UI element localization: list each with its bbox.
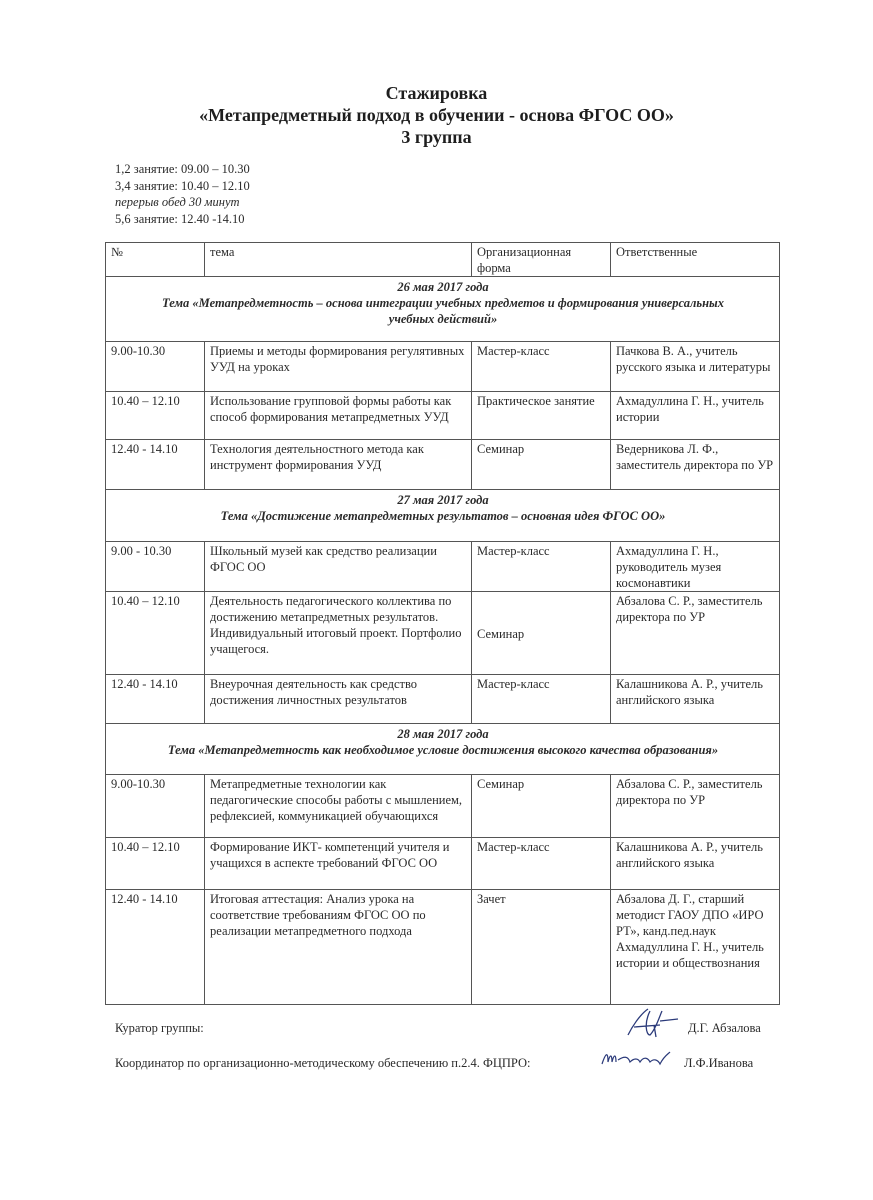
cell-topic: Школьный музей как средство реализации ФГОС ОО	[205, 542, 472, 592]
day-date: 27 мая 2017 года	[397, 493, 489, 507]
curator-signature	[620, 1005, 680, 1041]
schedule-break: перерыв обед 30 минут	[115, 195, 240, 209]
table-row	[106, 890, 780, 1005]
document-title	[0, 82, 873, 148]
schedule-line: 3,4 занятие: 10.40 – 12.10	[115, 178, 250, 193]
cell-resp: Ведерникова Л. Ф., заместитель директора по УР	[611, 440, 780, 490]
table-row	[106, 392, 780, 440]
curator-label: Куратор группы:	[115, 1021, 204, 1035]
cell-topic: Приемы и методы формирования регулятивных УУД на уроках	[205, 342, 472, 392]
cell-topic: Использование групповой формы работы как способ формирования метапредметных УУД	[205, 392, 472, 440]
cell-time: 12.40 - 14.10	[106, 675, 205, 724]
cell-resp: Абзалова С. Р., заместитель директора по УР	[611, 592, 780, 675]
cell-time: 9.00 - 10.30	[106, 542, 205, 592]
day-theme: Тема «Достижение метапредметных результатов – основная идея ФГОС ОО»	[220, 509, 666, 523]
day-header-row	[106, 724, 780, 775]
column-header: тема	[205, 243, 472, 277]
table-row	[106, 775, 780, 838]
day-header	[106, 490, 780, 542]
cell-topic: Внеурочная деятельность как средство достижения личностных результатов	[205, 675, 472, 724]
cell-resp: Абзалова С. Р., заместитель директора по УР	[611, 775, 780, 838]
schedule-line: 1,2 занятие: 09.00 – 10.30	[115, 162, 250, 176]
program-table	[105, 242, 780, 1005]
cell-resp: Ахмадуллина Г. Н., руководитель музея космонавтики	[611, 542, 780, 592]
cell-resp: Пачкова В. А., учитель русского языка и литературы	[611, 342, 780, 392]
cell-form: Мастер-класс	[472, 542, 611, 592]
table-row	[106, 675, 780, 724]
day-theme: Тема «Метапредметность – основа интеграции учебных предметов и формирования универсальных учебных действий»	[162, 296, 724, 326]
day-header-row	[106, 277, 780, 342]
title-line-2: «Метапредметный подход в обучении - основа ФГОС ОО»	[199, 105, 674, 125]
cell-time: 10.40 – 12.10	[106, 392, 205, 440]
cell-form: Семинар	[472, 592, 611, 675]
cell-time: 10.40 – 12.10	[106, 838, 205, 890]
day-date: 28 мая 2017 года	[397, 727, 489, 741]
table-row	[106, 838, 780, 890]
coordinator-name: Л.Ф.Иванова	[684, 1056, 754, 1070]
cell-resp: Калашникова А. Р., учитель английского языка	[611, 675, 780, 724]
day-theme: Тема «Метапредметность как необходимое условие достижения высокого качества образования»	[167, 743, 719, 757]
cell-time: 12.40 - 14.10	[106, 440, 205, 490]
cell-topic: Итоговая аттестация: Анализ урока на соответствие требованиям ФГОС ОО по реализации метапредметного подхода	[205, 890, 472, 1005]
session-schedule	[115, 161, 250, 227]
cell-form: Зачет	[472, 890, 611, 1005]
day-date: 26 мая 2017 года	[397, 280, 489, 294]
day-header-row	[106, 490, 780, 542]
cell-time: 9.00-10.30	[106, 342, 205, 392]
coordinator-label: Координатор по организационно-методическому обеспечению п.2.4. ФЦПРО:	[115, 1056, 531, 1070]
day-header	[106, 724, 780, 775]
title-line-1: Стажировка	[385, 83, 488, 103]
cell-form: Семинар	[472, 775, 611, 838]
table-row	[106, 592, 780, 675]
table-header-row	[106, 243, 780, 277]
cell-time: 10.40 – 12.10	[106, 592, 205, 675]
table-row	[106, 342, 780, 392]
cell-topic: Формирование ИКТ- компетенций учителя и учащихся в аспекте требований ФГОС ОО	[205, 838, 472, 890]
cell-form: Мастер-класс	[472, 675, 611, 724]
cell-form: Семинар	[472, 440, 611, 490]
cell-time: 12.40 - 14.10	[106, 890, 205, 1005]
column-header: Организационная форма	[472, 243, 611, 277]
cell-form: Практическое занятие	[472, 392, 611, 440]
coordinator-signature	[598, 1046, 674, 1072]
day-header	[106, 277, 780, 342]
schedule-line: 5,6 занятие: 12.40 -14.10	[115, 211, 245, 226]
cell-topic: Деятельность педагогического коллектива по достижению метапредметных результатов. Индивидуальный итоговый проект. Портфолио учащегося.	[205, 592, 472, 675]
cell-resp: Ахмадуллина Г. Н., учитель истории	[611, 392, 780, 440]
cell-resp: Калашникова А. Р., учитель английского языка	[611, 838, 780, 890]
cell-resp: Абзалова Д. Г., старший методист ГАОУ ДПО «ИРО РТ», канд.пед.наук Ахмадуллина Г. Н., учитель истории и обществознания	[611, 890, 780, 1005]
cell-form: Мастер-класс	[472, 342, 611, 392]
cell-topic: Технология деятельностного метода как инструмент формирования УУД	[205, 440, 472, 490]
column-header: №	[106, 243, 205, 277]
cell-time: 9.00-10.30	[106, 775, 205, 838]
curator-name: Д.Г. Абзалова	[688, 1021, 761, 1035]
table-row	[106, 440, 780, 490]
table-row	[106, 542, 780, 592]
cell-topic: Метапредметные технологии как педагогические способы работы с мышлением, рефлексией, коммуникацией обучающихся	[205, 775, 472, 838]
column-header: Ответственные	[611, 243, 780, 277]
title-line-3: 3 группа	[401, 127, 472, 147]
cell-form: Мастер-класс	[472, 838, 611, 890]
